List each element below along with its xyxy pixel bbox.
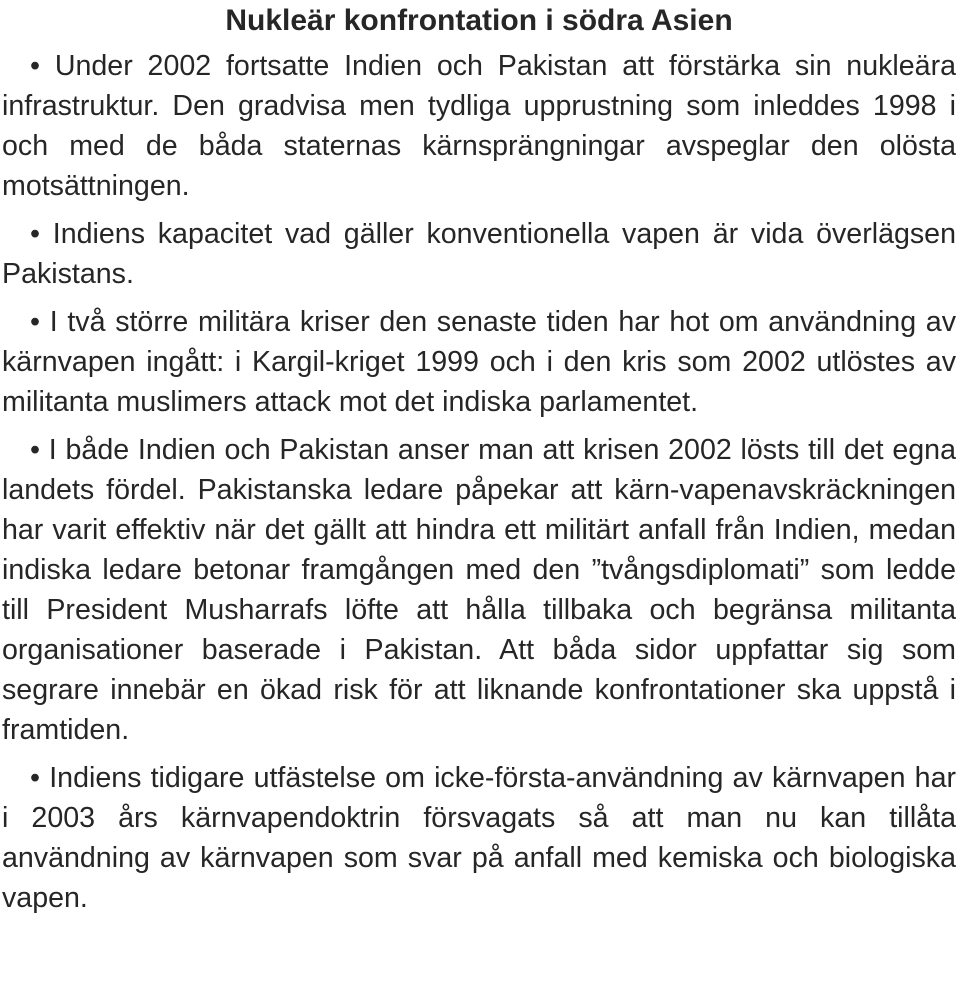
bullet: •	[30, 50, 41, 82]
paragraph-text: Indiens kapacitet vad gäller konventionella vapen är vida överlägsen Pakistans.	[2, 218, 956, 290]
paragraph-text: Indiens tidigare utfästelse om icke-första-användning av kärnvapen har i 2003 års kärnvapendoktrin försvagats så att man nu kan tillåta användning av kärnvapen som svar på anfall med kemiska och biologiska vapen.	[2, 762, 956, 914]
paragraph-5	[2, 758, 956, 918]
paragraph-text: I både Indien och Pakistan anser man att krisen 2002 lösts till det egna landets fördel. Pakistanska ledare påpekar att kärn-vapenavskräckningen har varit effektiv när det gällt att hindra ett militärt anfall från Indien, medan indiska ledare betonar framgången med den ”tvångsdiplomati” som ledde till President Musharrafs löfte att hålla tillbaka och begränsa militanta organisationer baserade i Pakistan. Att båda sidor uppfattar sig som segrare innebär en ökad risk för att liknande konfrontationer ska uppstå i framtiden.	[2, 434, 956, 746]
bullet: •	[30, 218, 41, 250]
paragraph-1	[2, 46, 956, 206]
bullet: •	[30, 306, 41, 338]
paragraph-text: Under 2002 fortsatte Indien och Pakistan att förstärka sin nukleära infrastruktur. Den gradvisa men tydliga upprustning som inleddes 1998 i och med de båda staternas kärnsprängningar avspeglar den olösta motsättningen.	[2, 50, 956, 202]
paragraph-2	[2, 214, 956, 294]
bullet: •	[30, 762, 41, 794]
bullet: •	[30, 434, 41, 466]
paragraph-text: I två större militära kriser den senaste tiden har hot om användning av kärnvapen ingått: i Kargil-kriget 1999 och i den kris som 2002 utlöstes av militanta muslimers attack mot det indiska parlamentet.	[2, 306, 956, 418]
paragraph-3	[2, 302, 956, 422]
page-title: Nukleär konfrontation i södra Asien	[225, 4, 733, 37]
paragraph-4	[2, 430, 956, 750]
